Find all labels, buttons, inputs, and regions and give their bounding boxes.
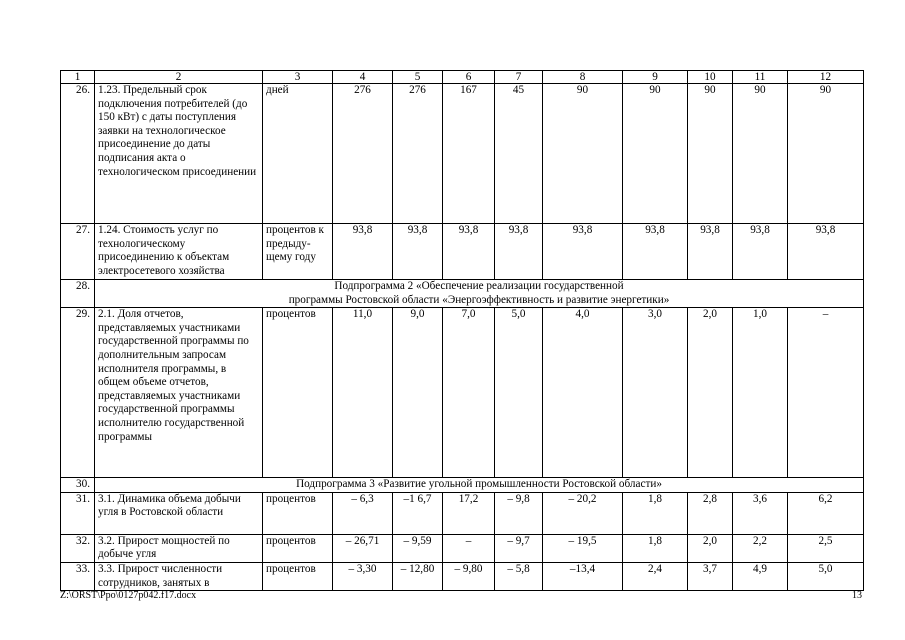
indicator-value: –13,4 <box>543 562 623 590</box>
indicator-value: 93,8 <box>543 224 623 280</box>
indicator-value: 93,8 <box>733 224 788 280</box>
indicator-value: 1,0 <box>733 308 788 478</box>
indicator-value: 2,2 <box>733 534 788 562</box>
indicator-value: 5,0 <box>788 562 864 590</box>
unit-of-measure: процентов <box>263 562 333 590</box>
indicator-value: – 19,5 <box>543 534 623 562</box>
indicator-value: 3,7 <box>688 562 733 590</box>
row-number: 26. <box>61 84 95 224</box>
indicator-value: – 9,7 <box>495 534 543 562</box>
indicator-value: – 5,8 <box>495 562 543 590</box>
indicator-value: 93,8 <box>688 224 733 280</box>
table-row <box>61 224 864 280</box>
indicator-value: 90 <box>543 84 623 224</box>
table-row <box>61 84 864 224</box>
indicator-value: 3,6 <box>733 492 788 534</box>
indicator-value: – <box>788 308 864 478</box>
column-number-header: 8 <box>543 71 623 84</box>
section-title-line: программы Ростовской области «Энергоэффективность и развитие энергетики» <box>288 293 670 306</box>
table-row <box>61 308 864 478</box>
indicator-value: 90 <box>733 84 788 224</box>
unit-of-measure: процентов к предыду-щему году <box>263 224 333 280</box>
indicator-value: – <box>443 534 495 562</box>
indicator-value: 90 <box>788 84 864 224</box>
table-row <box>61 492 864 534</box>
indicator-value: 90 <box>623 84 688 224</box>
indicator-value: 17,2 <box>443 492 495 534</box>
column-number-header: 6 <box>443 71 495 84</box>
indicator-value: 276 <box>333 84 393 224</box>
section-title <box>95 280 864 308</box>
indicator-value: – 6,3 <box>333 492 393 534</box>
indicator-value: 5,0 <box>495 308 543 478</box>
indicator-value: – 26,71 <box>333 534 393 562</box>
row-number: 29. <box>61 308 95 478</box>
column-number-header: 3 <box>263 71 333 84</box>
indicator-value: – 3,30 <box>333 562 393 590</box>
indicator-value: 2,0 <box>688 308 733 478</box>
indicator-value: 2,4 <box>623 562 688 590</box>
indicator-name: 1.23. Предельный срок подключения потребителей (до 150 кВт) с даты поступления заявки на технологическое присоединение до даты подписания акта о технологическом присоединении <box>95 84 263 224</box>
footer-file-path: Z:\ORST\Ppo\0127p042.f17.docx <box>60 590 197 601</box>
indicator-value: 93,8 <box>333 224 393 280</box>
column-number-header: 12 <box>788 71 864 84</box>
table-row <box>61 562 864 590</box>
column-number-header: 1 <box>61 71 95 84</box>
indicator-value: – 12,80 <box>393 562 443 590</box>
indicator-value: 2,5 <box>788 534 864 562</box>
indicator-value: 93,8 <box>393 224 443 280</box>
indicator-name: 2.1. Доля отчетов, представляемых участниками государственной программы по дополнительным запросам исполнителя программы, в общем объеме отчетов, представляемых участниками государственной программы исполнителю государственной программы <box>95 308 263 478</box>
row-number: 30. <box>61 478 95 493</box>
column-number-header: 5 <box>393 71 443 84</box>
row-number: 31. <box>61 492 95 534</box>
row-number: 33. <box>61 562 95 590</box>
indicator-value: 11,0 <box>333 308 393 478</box>
indicator-name: 3.3. Прирост численности сотрудников, занятых в <box>95 562 263 590</box>
indicator-value: –1 6,7 <box>393 492 443 534</box>
indicator-value: 90 <box>688 84 733 224</box>
page-number: 13 <box>852 590 862 601</box>
unit-of-measure: процентов <box>263 534 333 562</box>
indicator-value: 276 <box>393 84 443 224</box>
row-number: 28. <box>61 280 95 308</box>
indicator-value: 167 <box>443 84 495 224</box>
indicator-value: 4,0 <box>543 308 623 478</box>
indicator-value: – 20,2 <box>543 492 623 534</box>
indicator-value: 3,0 <box>623 308 688 478</box>
table-row <box>61 534 864 562</box>
indicator-value: 2,0 <box>688 534 733 562</box>
section-title-line: Подпрограмма 2 «Обеспечение реализации государственной <box>334 280 624 292</box>
column-number-header: 4 <box>333 71 393 84</box>
indicator-name: 3.2. Прирост мощностей по добыче угля <box>95 534 263 562</box>
indicator-value: 7,0 <box>443 308 495 478</box>
unit-of-measure: процентов <box>263 308 333 478</box>
indicator-value: 9,0 <box>393 308 443 478</box>
section-row <box>61 478 864 493</box>
unit-of-measure: дней <box>263 84 333 224</box>
indicator-table <box>60 70 864 591</box>
indicator-value: 93,8 <box>443 224 495 280</box>
indicator-name: 3.1. Динамика объема добычи угля в Ростовской области <box>95 492 263 534</box>
indicator-value: 2,8 <box>688 492 733 534</box>
column-number-header: 11 <box>733 71 788 84</box>
section-row <box>61 280 864 308</box>
indicator-value: – 9,59 <box>393 534 443 562</box>
indicator-value: 4,9 <box>733 562 788 590</box>
section-title <box>95 478 864 493</box>
column-number-header: 7 <box>495 71 543 84</box>
indicator-value: 93,8 <box>495 224 543 280</box>
indicator-value: 6,2 <box>788 492 864 534</box>
table-header-row <box>61 71 864 84</box>
indicator-value: – 9,80 <box>443 562 495 590</box>
indicator-value: 1,8 <box>623 534 688 562</box>
indicator-value: 45 <box>495 84 543 224</box>
unit-of-measure: процентов <box>263 492 333 534</box>
row-number: 27. <box>61 224 95 280</box>
row-number: 32. <box>61 534 95 562</box>
indicator-value: – 9,8 <box>495 492 543 534</box>
indicator-name: 1.24. Стоимость услуг по технологическому присоединению к объектам электросетевого хозяйства <box>95 224 263 280</box>
column-number-header: 10 <box>688 71 733 84</box>
column-number-header: 2 <box>95 71 263 84</box>
column-number-header: 9 <box>623 71 688 84</box>
section-title-line: Подпрограмма 3 «Развитие угольной промышленности Ростовской области» <box>296 478 662 491</box>
indicator-value: 1,8 <box>623 492 688 534</box>
indicator-value: 93,8 <box>623 224 688 280</box>
indicator-value: 93,8 <box>788 224 864 280</box>
